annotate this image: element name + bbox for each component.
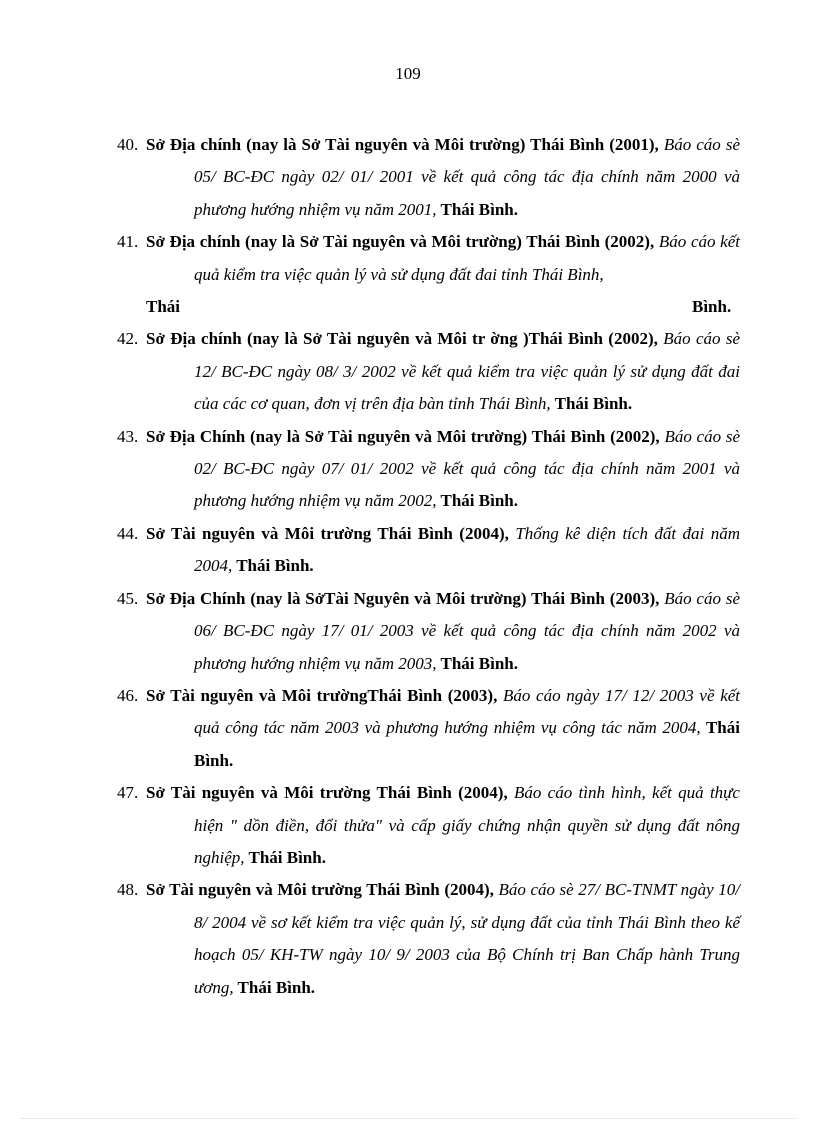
page-number: 109 [395,64,421,83]
reference-item-41 [117,226,740,323]
reference-title: Báo cáo sè 05/ BC-ĐC ngày 02/ 01/ 2001 về kết quả công tác địa chính năm 2000 và phương hướng nhiệm vụ năm 2001, [194,135,740,219]
reference-title: Báo cáo sè 27/ BC-TNMT ngày 10/ 8/ 2004 về sơ kết kiểm tra việc quản lý, sử dụng đất của tỉnh Thái Bình theo kế hoạch 05/ KH-TW ngày 10/ 9/ 2003 của Bộ Chính trị Ban Chấp hành Trung ương, [194,880,740,997]
reference-item-43 [117,421,740,518]
reference-place: Thái Bình. [232,556,314,576]
reference-title: Thống kê diện tích đất đai năm 2004, [194,523,740,576]
reference-author: Sở Tài nguyên và Môi trườngThái Bình (2003), [146,685,503,705]
reference-author: Sở Tài nguyên và Môi trường Thái Bình (2004), [146,783,514,803]
reference-item-47 [117,777,740,874]
reference-number: 45. [117,588,139,608]
reference-list [117,129,740,1004]
reference-place: Thái Bình. [244,847,326,867]
reference-author: Sở Tài nguyên và Môi trường Thái Bình (2004), [146,880,499,900]
reference-place-row: Thái Bình. [146,297,732,317]
reference-item-46 [117,680,740,777]
reference-title: Báo cáo kết quả kiểm tra việc quản lý và sử dụng đất đai tỉnh Thái Bình, [194,232,740,284]
reference-number: 41. [117,232,139,252]
reference-item-42 [117,323,740,420]
reference-author: Sở Địa chính (nay là Sở Tài nguyên và Môi trường) Thái Bình (2002), [146,232,659,252]
reference-title: Báo cáo tình hình, kết quả thực hiện " dồn điền, đổi thửa" và cấp giấy chứng nhận quyền sử dụng đất nông nghiệp, [194,783,740,867]
reference-place: Thái Bình. [233,977,316,997]
reference-number: 43. [117,426,139,446]
reference-title: Báo cáo ngày 17/ 12/ 2003 về kết quả công tác năm 2003 và phương hướng nhiệm vụ công tác năm 2004, [194,685,741,738]
reference-place: Thái Bình. [194,718,740,770]
reference-place: Thái Bình. [436,653,518,673]
reference-number: 40. [117,135,139,154]
reference-number: 42. [117,329,139,349]
reference-number: 46. [117,685,139,705]
reference-title: Báo cáo sè 02/ BC-ĐC ngày 07/ 01/ 2002 về kết quả công tác địa chính năm 2001 và phương hướng nhiệm vụ năm 2002, [194,426,741,511]
reference-place: Thái Bình. [436,199,518,219]
reference-author: Sở Địa Chính (nay là SởTài Nguyên và Môi trường) Thái Bình (2003), [146,588,665,608]
page-bottom-rule [20,1118,796,1119]
reference-title: Báo cáo sè 12/ BC-ĐC ngày 08/ 3/ 2002 về kết quả kiểm tra việc quản lý sử dụng đất đai của các cơ quan, đơn vị trên địa bàn tỉnh Thái Bình, [194,329,740,414]
reference-author: Sở Địa chính (nay là Sở Tài nguyên và Môi tr ờng )Thái Bình (2002), [146,329,664,349]
reference-number: 48. [117,880,139,900]
reference-number: 47. [117,783,139,803]
reference-title: Báo cáo sè 06/ BC-ĐC ngày 17/ 01/ 2003 về kết quả công tác địa chính năm 2002 và phương hướng nhiệm vụ năm 2003, [194,588,740,673]
reference-author: Sở Địa Chính (nay là Sở Tài nguyên và Môi trường) Thái Bình (2002), [146,426,665,446]
reference-place: Thái Bình. [436,491,518,511]
reference-number: 44. [117,523,139,543]
reference-place: Thái Bình. [550,394,633,414]
reference-item-44 [117,518,740,583]
reference-author: Sở Địa chính (nay là Sở Tài nguyên và Môi trường) Thái Bình (2001), [146,135,664,154]
reference-item-45 [117,583,740,680]
reference-item-48 [117,874,740,1004]
reference-author: Sở Tài nguyên và Môi trường Thái Bình (2004), [146,523,516,543]
reference-item-40 [117,129,740,226]
